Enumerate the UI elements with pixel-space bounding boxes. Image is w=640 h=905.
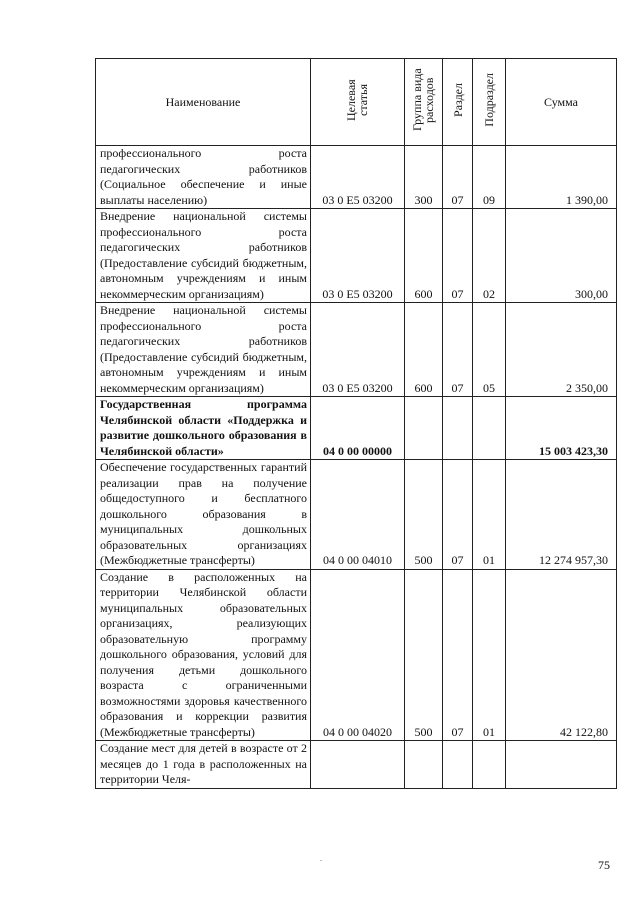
row-group: 500 — [405, 460, 443, 570]
row-target: 04 0 00 04020 — [311, 569, 405, 741]
row-name: Создание мест для детей в возрасте от 2 месяцев до 1 года в расположенных на территории Челя- — [96, 741, 311, 789]
row-amount: 2 350,00 — [506, 303, 617, 397]
row-subsection: 09 — [473, 146, 506, 209]
row-subsection: 02 — [473, 209, 506, 303]
table-header-row — [96, 59, 617, 146]
table-row — [96, 209, 617, 303]
header-target-article: Целевая статья — [311, 59, 405, 146]
row-group: 600 — [405, 303, 443, 397]
row-target: 04 0 00 00000 — [311, 397, 405, 460]
row-target — [311, 741, 405, 789]
header-expense-group: Группа вида расходов — [405, 59, 443, 146]
row-name: Внедрение национальной системы профессионального роста педагогических работников (Предоставление субсидий бюджетным, автономным учреждениям и иным некоммерческим организациям) — [96, 303, 311, 397]
row-group: 500 — [405, 569, 443, 741]
row-section: 07 — [443, 303, 473, 397]
row-target: 03 0 E5 03200 — [311, 209, 405, 303]
row-amount: 300,00 — [506, 209, 617, 303]
table-row — [96, 460, 617, 570]
row-amount: 15 003 423,30 — [506, 397, 617, 460]
header-name: Наименование — [96, 59, 311, 146]
row-target: 04 0 00 04010 — [311, 460, 405, 570]
row-group — [405, 741, 443, 789]
header-section: Раздел — [443, 59, 473, 146]
table-row-program — [96, 397, 617, 460]
row-section: 07 — [443, 209, 473, 303]
budget-table — [95, 58, 617, 789]
table-row — [96, 303, 617, 397]
header-amount: Сумма — [506, 59, 617, 146]
scan-speck — [320, 860, 322, 861]
table-row — [96, 741, 617, 789]
table-row — [96, 146, 617, 209]
row-subsection: 01 — [473, 460, 506, 570]
row-section — [443, 397, 473, 460]
row-name: Государственная программа Челябинской области «Поддержка и развитие дошкольного образования в Челябинской области» — [96, 397, 311, 460]
row-name: Внедрение национальной системы профессионального роста педагогических работников (Предоставление субсидий бюджетным, автономным учреждениям и иным некоммерческим организациям) — [96, 209, 311, 303]
row-subsection — [473, 397, 506, 460]
header-subsection: Подраздел — [473, 59, 506, 146]
row-group: 600 — [405, 209, 443, 303]
page-number: 75 — [598, 858, 610, 872]
row-amount: 1 390,00 — [506, 146, 617, 209]
row-section — [443, 741, 473, 789]
row-name: Создание в расположенных на территории Челябинской области муниципальных образовательных организациях, реализующих образовательную программу дошкольного образования, условий для получения детьми дошкольного возраста с ограниченными возможностями здоровья качественного образования и коррекции развития (Межбюджетные трансферты) — [96, 569, 311, 741]
row-section: 07 — [443, 146, 473, 209]
row-group: 300 — [405, 146, 443, 209]
row-subsection: 05 — [473, 303, 506, 397]
row-target: 03 0 E5 03200 — [311, 146, 405, 209]
row-name: профессионального роста педагогических работников (Социальное обеспечение и иные выплаты населению) — [96, 146, 311, 209]
row-subsection: 01 — [473, 569, 506, 741]
row-target: 03 0 E5 03200 — [311, 303, 405, 397]
row-amount: 12 274 957,30 — [506, 460, 617, 570]
row-group — [405, 397, 443, 460]
row-subsection — [473, 741, 506, 789]
table-row — [96, 569, 617, 741]
row-section: 07 — [443, 460, 473, 570]
row-section: 07 — [443, 569, 473, 741]
row-amount — [506, 741, 617, 789]
row-amount: 42 122,80 — [506, 569, 617, 741]
row-name: Обеспечение государственных гарантий реализации прав на получение общедоступного и бесплатного дошкольного образования в муниципальных дошкольных образовательных организациях (Межбюджетные трансферты) — [96, 460, 311, 570]
